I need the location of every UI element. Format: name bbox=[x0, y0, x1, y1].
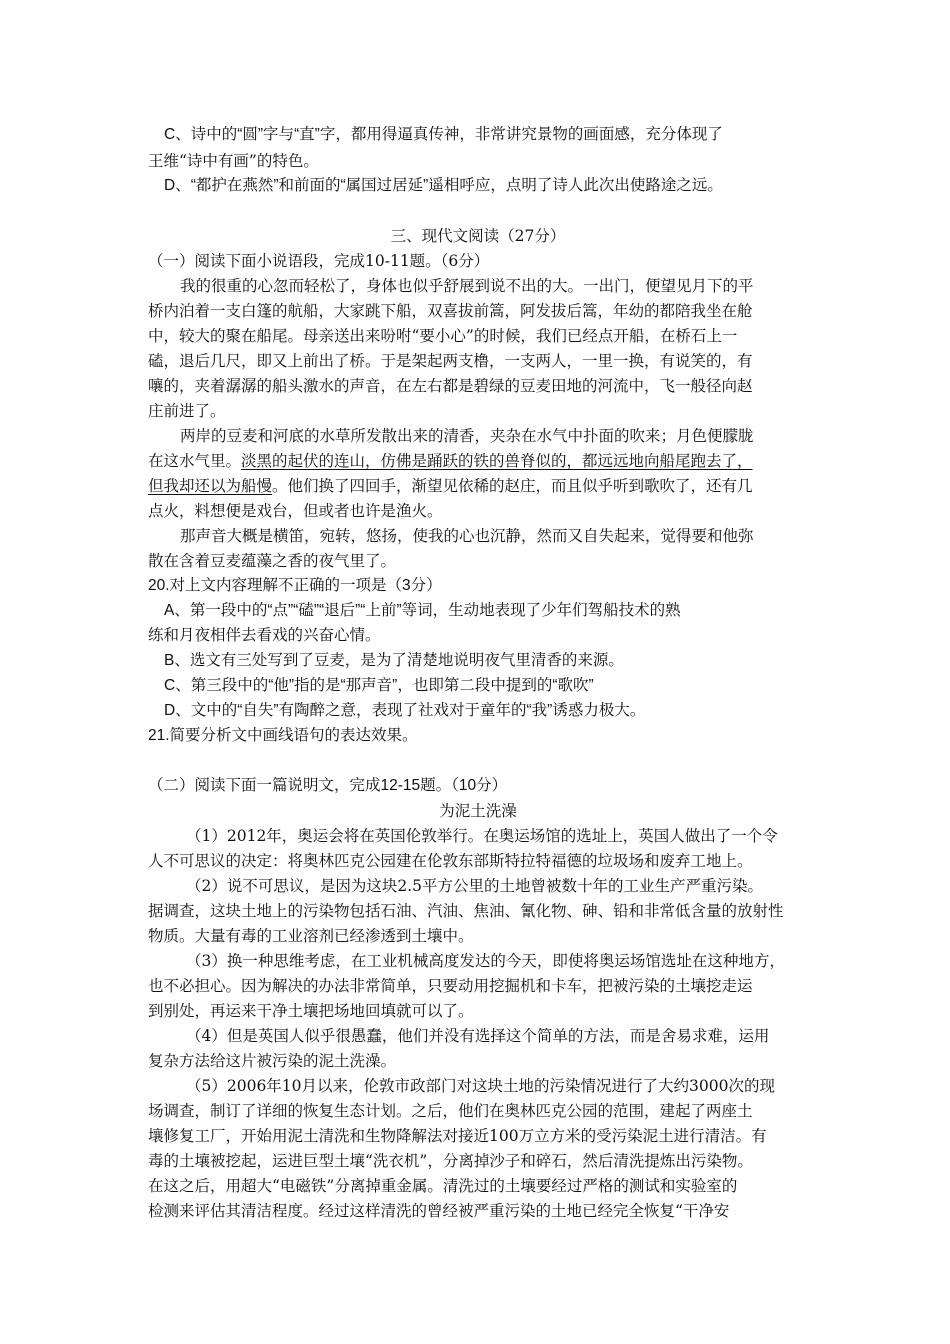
article-line: 复杂方法给这片被污染的泥土洗澡。 bbox=[148, 1052, 397, 1070]
underlined-sentence: 淡黑的起伏的连山，仿佛是踊跃的铁的兽脊似的，都远远地向船尾跑去了， bbox=[241, 452, 753, 470]
article-line: 场调查，制订了详细的恢复生态计划。之后，他们在奥林匹克公园的范围，建起了两座土 bbox=[148, 1102, 753, 1120]
passage-line: 中，较大的聚在船尾。母亲送出来吩咐“要小心”的时候，我们已经点开船，在桥石上一 bbox=[148, 327, 738, 345]
article-line: 毒的土壤被挖起，运进巨型土壤“洗衣机”，分离掉沙子和碎石，然后清洗提炼出污染物。 bbox=[148, 1152, 753, 1170]
passage-line: 庄前进了。 bbox=[148, 402, 226, 420]
article-line: （2）说不可思议，是因为这块2.5平方公里的土地曾被数十年的工业生产严重污染。 bbox=[186, 877, 764, 895]
passage-line: 磕，退后几尺，即又上前出了桥。于是架起两支橹，一支两人，一里一换，有说笑的，有 bbox=[148, 352, 753, 370]
part1-intro: （一）阅读下面小说语段，完成10-11题。（6分） bbox=[148, 252, 490, 270]
article-line: 到别处，再运来干净土壤把场地回填就可以了。 bbox=[148, 1002, 474, 1020]
option-c-line-1: C、诗中的“圆”字与“直”字，都用得逼真传神，非常讲究景物的画面感，充分体现了 bbox=[164, 126, 723, 143]
part2-intro: （二）阅读下面一篇说明文，完成12-15题。（10分） bbox=[148, 777, 508, 794]
passage-line: 嚷的，夹着潺潺的船头激水的声音，在左右都是碧绿的豆麦田地的河流中，飞一般径向赵 bbox=[148, 377, 753, 395]
question-20-option-d: D、文中的“自失”有陶醉之意，表现了社戏对于童年的“我”诱惑力极大。 bbox=[164, 702, 646, 719]
article-line: （3）换一种思维考虑，在工业机械高度发达的今天，即使将奥运场馆选址在这种地方， bbox=[186, 952, 785, 970]
article-title: 为泥土洗澡 bbox=[439, 802, 517, 820]
article-line: 物质。大量有毒的工业溶剂已经渗透到土壤中。 bbox=[148, 927, 474, 945]
passage-line: 桥内泊着一支白篷的航船，大家跳下船，双喜拔前篙，阿发拔后篙，年幼的都陪我坐在舱 bbox=[148, 302, 753, 320]
section-title: 三、现代文阅读（27分） bbox=[390, 227, 566, 245]
passage-line-with-underline bbox=[148, 449, 808, 473]
passage-line: 散在含着豆麦蕴藻之香的夜气里了。 bbox=[148, 552, 397, 570]
question-20-option-a: A、第一段中的“点”“磕”“退后”“上前”等词，生动地表现了少年们驾船技术的熟 bbox=[164, 602, 681, 619]
article-line: 检测来评估其清洁程度。经过这样清洗的曾经被严重污染的土地已经完全恢复“干净安 bbox=[148, 1202, 730, 1220]
passage-line: 两岸的豆麦和河底的水草所发散出来的清香，夹杂在水气中扑面的吹来；月色便朦胧 bbox=[180, 427, 754, 445]
article-line: （1）2012年，奥运会将在英国伦敦举行。在奥运场馆的选址上，英国人做出了一个令 bbox=[186, 827, 778, 845]
passage-text: 。他们换了四回手，渐望见依稀的赵庄，而且似乎听到歌吹了，还有几 bbox=[272, 477, 753, 495]
underlined-sentence-end: 但我却还以为船慢 bbox=[148, 477, 273, 495]
article-line: 也不必担心。因为解决的办法非常简单，只要动用挖掘机和卡车，把被污染的土壤挖走运 bbox=[148, 977, 753, 995]
option-d-line: D、“都护在燕然”和前面的“属国过居延”遥相呼应，点明了诗人此次出使路途之远。 bbox=[164, 177, 723, 194]
passage-line: 点火，料想便是戏台，但或者也许是渔火。 bbox=[148, 502, 443, 520]
article-line: 据调查，这块土地上的污染物包括石油、汽油、焦油、氰化物、砷、铅和非常低含量的放射性 bbox=[148, 902, 784, 920]
passage-line: 那声音大概是横笛，宛转，悠扬，使我的心也沉静，然而又自失起来，觉得要和他弥 bbox=[180, 527, 754, 545]
question-20-option-c: C、第三段中的“他”指的是“那声音”，也即第二段中提到的“歌吹” bbox=[164, 677, 594, 694]
article-line: （5）2006年10月以来，伦敦市政部门对这块土地的污染情况进行了大约3000次的现 bbox=[186, 1077, 775, 1095]
question-20-option-a-cont: 练和月夜相伴去看戏的兴奋心情。 bbox=[148, 627, 381, 644]
article-line: 在这之后，用超大“电磁铁”分离掉重金属。清洗过的土壤要经过严格的测试和实验室的 bbox=[148, 1177, 738, 1195]
passage-line: 我的很重的心忽而轻松了，身体也似乎舒展到说不出的大。一出门，便望见月下的平 bbox=[180, 277, 754, 295]
question-21: 21.简要分析文中画线语句的表达效果。 bbox=[148, 727, 418, 744]
option-c-line-2: 王维“诗中有画”的特色。 bbox=[148, 152, 319, 170]
article-line: 壤修复工厂，开始用泥土清洗和生物降解法对接近100万立方米的受污染泥土进行清洁。有 bbox=[148, 1127, 767, 1145]
question-20-stem: 20.对上文内容理解不正确的一项是（3分） bbox=[148, 577, 442, 594]
article-line: 人不可思议的决定：将奥林匹克公园建在伦敦东部斯特拉特福德的垃圾场和废弃工地上。 bbox=[148, 852, 753, 870]
question-20-option-b: B、选文有三处写到了豆麦，是为了清楚地说明夜气里清香的来源。 bbox=[164, 652, 624, 669]
passage-line-with-underline bbox=[148, 474, 808, 498]
passage-text: 在这水气里。 bbox=[148, 452, 242, 470]
article-line: （4）但是英国人似乎很愚蠢，他们并没有选择这个简单的方法，而是舍易求难，运用 bbox=[186, 1027, 770, 1045]
